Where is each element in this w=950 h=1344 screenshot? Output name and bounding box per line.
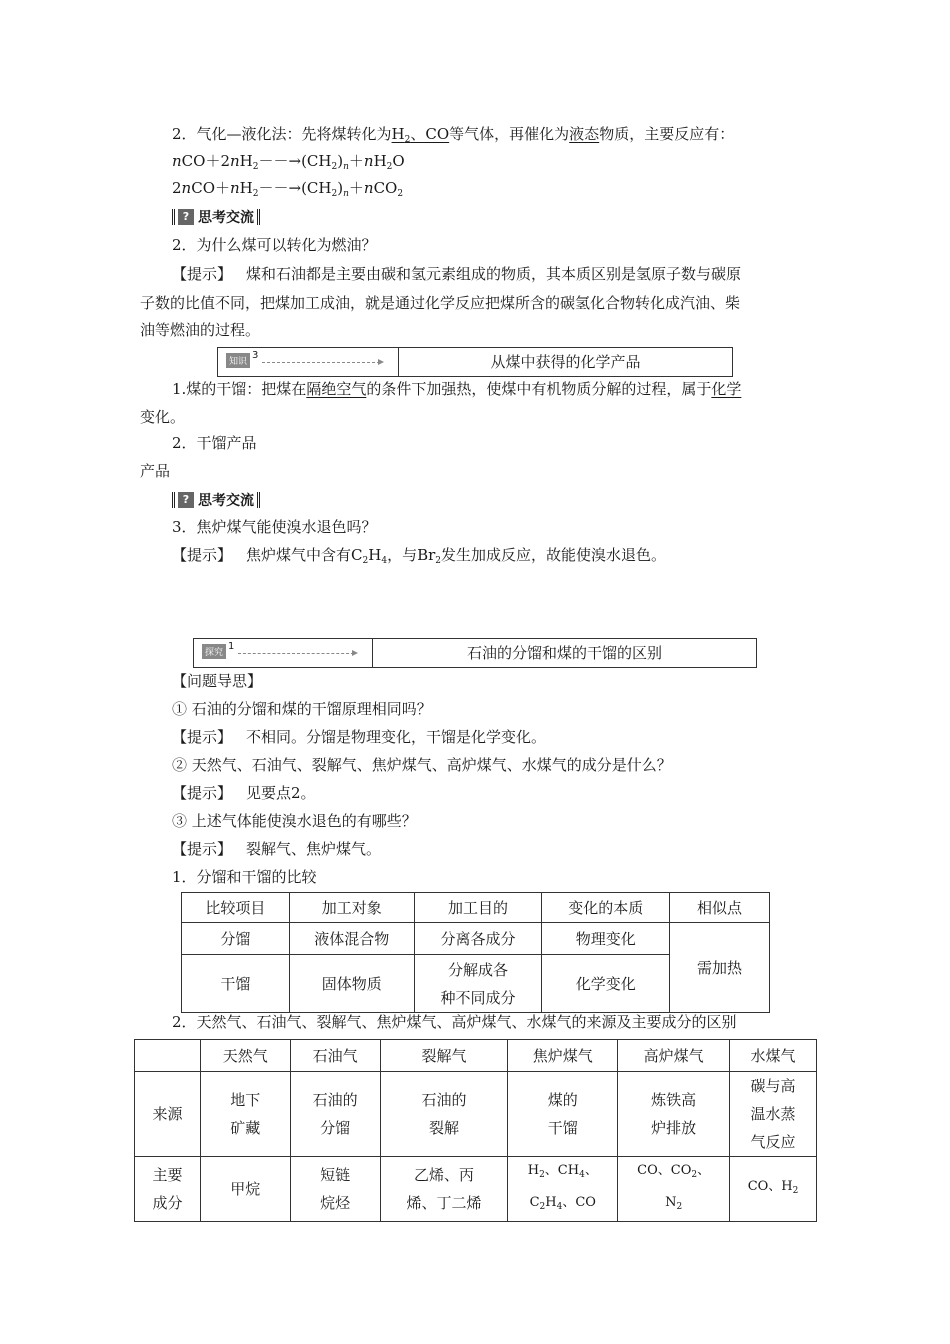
table-cell: 短链 烷烃 bbox=[290, 1157, 380, 1222]
hint-2-line-1: 【提示】 煤和石油都是主要由碳和氢元素组成的物质，其本质区别是氢原子数与碳原 bbox=[172, 265, 742, 283]
table-cell: 来源 bbox=[135, 1072, 201, 1157]
question-3: 3．焦炉煤气能使溴水退色吗？ bbox=[172, 518, 377, 536]
gasification-heading bbox=[172, 124, 734, 150]
table-cell: 地下 矿藏 bbox=[200, 1072, 290, 1157]
table-cell: 石油的 分馏 bbox=[290, 1072, 380, 1157]
comparison-heading: 1．分馏和干馏的比较 bbox=[172, 868, 317, 886]
underlined-liquid: 液态 bbox=[569, 125, 600, 143]
section-banner-knowledge bbox=[217, 347, 733, 377]
table-row bbox=[182, 923, 770, 955]
equation-1: $nCO+2nH_2--\to(CH_2)_n+nH_2O$ bbox=[172, 152, 405, 172]
bars-icon bbox=[172, 209, 175, 225]
equation-2: $2nCO+nH_2--\to(CH_2)_n+nCO_2$ bbox=[172, 179, 404, 199]
arrow-icon bbox=[262, 362, 380, 363]
guide-hint3: 【提示】 裂解气、焦炉煤气。 bbox=[172, 840, 382, 858]
guide-hint2: 【提示】 见要点2。 bbox=[172, 784, 316, 802]
table-cell: 甲烷 bbox=[200, 1157, 290, 1222]
table-cell: 炼铁高 炉排放 bbox=[618, 1072, 730, 1157]
table-row bbox=[135, 1157, 817, 1222]
comparison-table bbox=[181, 892, 770, 1013]
table-cell: CO、$CO_2$、 $N_2$ bbox=[618, 1157, 730, 1222]
table-cell: 分馏 bbox=[182, 923, 290, 955]
section-banner-explore bbox=[193, 638, 757, 668]
table-cell: 碳与高 温水蒸 气反应 bbox=[730, 1072, 817, 1157]
hint-2-line-3: 油等燃油的过程。 bbox=[140, 321, 261, 339]
table-header: 高炉煤气 bbox=[618, 1040, 730, 1072]
hint-2-line-2: 子数的比值不同，把煤加工成油，就是通过化学反应把煤所含的碳氢化合物转化成汽油、柴 bbox=[140, 294, 741, 312]
table-header bbox=[135, 1040, 201, 1072]
table-header: 比较项目 bbox=[182, 893, 290, 923]
explore-chip: 探究 bbox=[202, 644, 226, 659]
table-cell: 分离各成分 bbox=[414, 923, 542, 955]
table-row bbox=[182, 893, 770, 923]
question-icon: ? bbox=[178, 209, 194, 225]
banner-number: 3 bbox=[252, 350, 259, 361]
table-cell: 干馏 bbox=[182, 955, 290, 1013]
dry-distillation-def: 1.煤的干馏：把煤在隔绝空气的条件下加强热，使煤中有机物质分解的过程，属于化学 bbox=[172, 380, 742, 398]
guide-hint1: 【提示】 不相同。分馏是物理变化，干馏是化学变化。 bbox=[172, 728, 547, 746]
table-cell: 主要 成分 bbox=[135, 1157, 201, 1222]
table-cell: 煤的 干馏 bbox=[508, 1072, 618, 1157]
table-cell: 物理变化 bbox=[542, 923, 670, 955]
table-header: 裂解气 bbox=[380, 1040, 508, 1072]
question-2: 2．为什么煤可以转化为燃油？ bbox=[172, 236, 377, 254]
table-row bbox=[135, 1072, 817, 1157]
hint-3: 【提示】 焦炉煤气中含有$C_2H_4$，与$Br_2$发生加成反应，故能使溴水退色。 bbox=[172, 546, 667, 566]
table-cell: $H_2$、$CH_4$、 $C_2H_4$、CO bbox=[508, 1157, 618, 1222]
bars-icon bbox=[257, 492, 260, 508]
think-exchange-tag: ? 思考交流 bbox=[172, 206, 263, 228]
products-word: 产品 bbox=[140, 462, 171, 480]
guide-q2: ② 天然气、石油气、裂解气、焦炉煤气、高炉煤气、水煤气的成分是什么？ bbox=[172, 756, 672, 774]
table-header: 变化的本质 bbox=[542, 893, 670, 923]
table-cell: 石油的 裂解 bbox=[380, 1072, 508, 1157]
bars-icon bbox=[172, 492, 175, 508]
bars-icon bbox=[257, 209, 260, 225]
guide-q3: ③ 上述气体能使溴水退色的有哪些？ bbox=[172, 812, 417, 830]
dry-distillation-def-cont: 变化。 bbox=[140, 408, 186, 426]
table-cell: 固体物质 bbox=[289, 955, 414, 1013]
table-header: 水煤气 bbox=[730, 1040, 817, 1072]
think-exchange-tag: ? 思考交流 bbox=[172, 489, 263, 511]
gas-heading: 2．天然气、石油气、裂解气、焦炉煤气、高炉煤气、水煤气的来源及主要成分的区别 bbox=[172, 1013, 737, 1031]
table-header: 加工目的 bbox=[414, 893, 542, 923]
text: 2．气化—液化法：先将煤转化为 bbox=[172, 125, 392, 143]
banner-number: 1 bbox=[228, 641, 235, 652]
table-row bbox=[135, 1040, 817, 1072]
banner-title: 石油的分馏和煤的干馏的区别 bbox=[466, 644, 662, 662]
guide-heading: 【问题导思】 bbox=[172, 672, 263, 690]
table-cell: 乙烯、丙 烯、丁二烯 bbox=[380, 1157, 508, 1222]
table-header: 相似点 bbox=[670, 893, 770, 923]
table-cell: 化学变化 bbox=[542, 955, 670, 1013]
gas-table bbox=[134, 1039, 817, 1222]
table-header: 天然气 bbox=[200, 1040, 290, 1072]
table-cell: CO、$H_2$ bbox=[730, 1157, 817, 1222]
text: 物质，主要反应有： bbox=[599, 125, 735, 143]
table-cell: 液体混合物 bbox=[289, 923, 414, 955]
table-cell: 需加热 bbox=[670, 923, 770, 1013]
guide-q1: ① 石油的分馏和煤的干馏原理相同吗？ bbox=[172, 700, 432, 718]
table-header: 石油气 bbox=[290, 1040, 380, 1072]
underlined-gases: $H_2$、CO bbox=[391, 125, 450, 145]
table-header: 加工对象 bbox=[289, 893, 414, 923]
text: 等气体，再催化为 bbox=[449, 125, 570, 143]
table-header: 焦炉煤气 bbox=[508, 1040, 618, 1072]
arrow-icon bbox=[238, 653, 354, 654]
knowledge-chip: 知识 bbox=[226, 353, 250, 368]
table-cell: 分解成各 种不同成分 bbox=[414, 955, 542, 1013]
question-icon: ? bbox=[178, 492, 194, 508]
dry-products-heading: 2．干馏产品 bbox=[172, 434, 257, 452]
banner-title: 从煤中获得的化学产品 bbox=[490, 353, 641, 371]
